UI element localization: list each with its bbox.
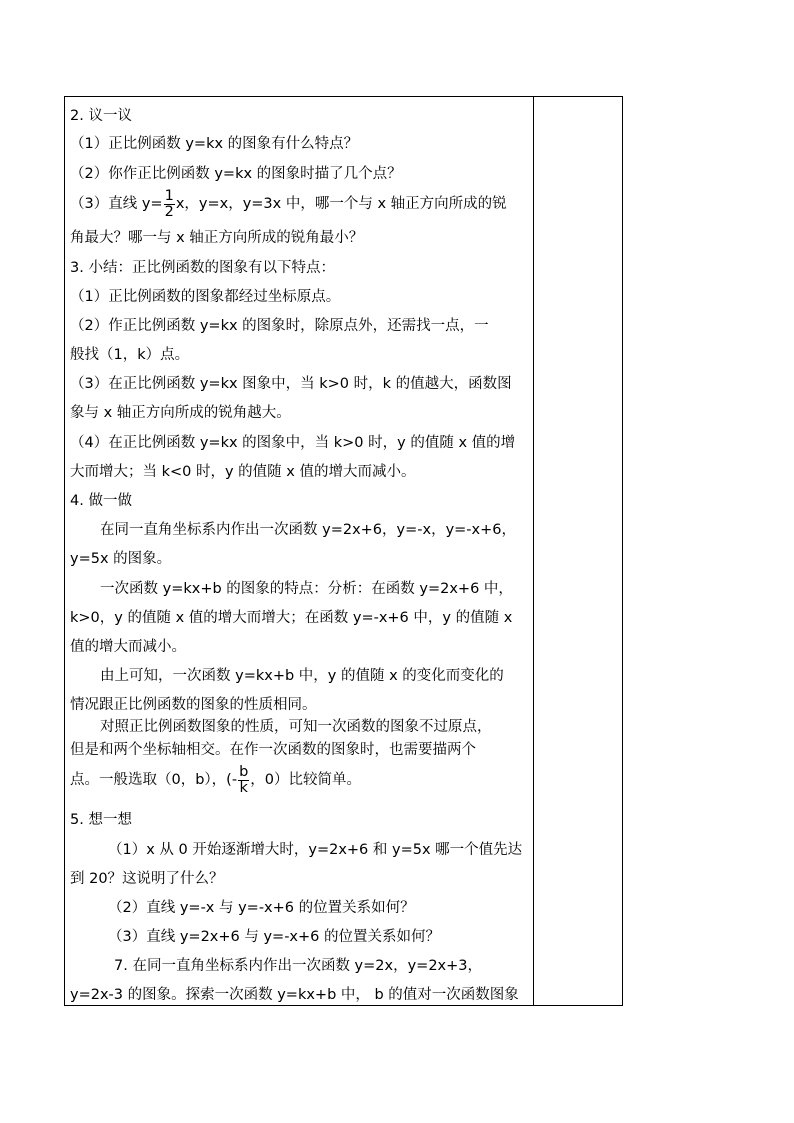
question-3-part-b: x，y=x，y=3x 中，哪一个与 x 轴正方向所成的锐 [175,196,507,212]
question-3-continued: 角最大？哪一与 x 轴正方向所成的锐角最小？ [70,230,364,246]
think-question-2: （2）直线 y=-x 与 y=-x+6 的位置关系如何？ [108,900,415,916]
question-2: （2）你作正比例函数 y=kx 的图象时描了几个点？ [70,166,402,182]
column-divider [533,96,534,1006]
section-3-heading: 3. 小结：正比例函数的图象有以下特点： [70,260,335,276]
conclusion-text-continued: 情况跟正比例函数的图象的性质相同。 [70,697,317,713]
think-question-3: （3）直线 y=2x+6 与 y=-x+6 的位置关系如何？ [108,929,440,945]
activity-text: 在同一直角坐标系内作出一次函数 y=2x+6，y=-x，y=-x+6， [100,522,516,538]
fraction-b-over-k [238,765,249,796]
analysis-text: 一次函数 y=kx+b 的图象的特点：分析：在函数 y=2x+6 中， [100,581,513,597]
section-5-heading: 5. 想一想 [70,812,132,828]
question-3-part-a: （3）直线 y= [70,196,163,212]
comparison-part-a: 点。一般选取（0，b），(- [70,772,238,788]
think-question-1: （1）x 从 0 开始逐渐增大时，y=2x+6 和 y=5x 哪一个值先达 [108,842,523,858]
summary-point-2: （2）作正比例函数 y=kx 的图象时，除原点外，还需找一点，一 [70,318,489,334]
summary-point-3: （3）在正比例函数 y=kx 图象中，当 k>0 时，k 的值越大，函数图 [70,376,512,392]
summary-point-1: （1）正比例函数的图象都经过坐标原点。 [70,289,341,305]
fraction-denominator: 2 [164,203,174,220]
fraction-denominator: k [239,779,248,796]
conclusion-text: 由上可知，一次函数 y=kx+b 中，y 的值随 x 的变化而变化的 [100,668,504,684]
analysis-text-3: 值的增大而减小。 [70,639,186,655]
section-4-heading: 4. 做一做 [70,493,132,509]
think-question-1-continued: 到 20？这说明了什么？ [70,871,224,887]
activity-text-continued: y=5x 的图象。 [70,551,172,567]
task-7: 7. 在同一直角坐标系内作出一次函数 y=2x，y=2x+3， [114,958,482,974]
summary-point-2-continued: 般找（1，k）点。 [70,347,190,363]
comparison-text-2: 但是和两个坐标轴相交。在作一次函数的图象时，也需要描两个 [70,742,476,758]
task-7-continued: y=2x-3 的图象。探索一次函数 y=kx+b 中， b 的值对一次函数图象 [70,987,519,1003]
question-1: （1）正比例函数 y=kx 的图象有什么特点？ [70,136,359,152]
analysis-text-2: k>0，y 的值随 x 值的增大而增大；在函数 y=-x+6 中，y 的值随 x [70,610,513,626]
summary-point-4: （4）在正比例函数 y=kx 的图象中，当 k>0 时，y 的值随 x 值的增 [70,435,516,451]
comparison-part-b: ，0）比较简单。 [250,772,362,788]
summary-point-3-continued: 象与 x 轴正方向所成的锐角越大。 [70,405,291,421]
fraction-one-half [164,189,175,220]
fraction-numerator: b [239,763,249,780]
comparison-text: 对照正比例函数图象的性质，可知一次函数的图象不过原点， [100,719,492,735]
section-2-heading: 2. 议一议 [70,108,132,124]
summary-point-4-continued: 大而增大；当 k<0 时，y 的值随 x 值的增大而减小。 [70,464,416,480]
question-3 [70,186,507,222]
comparison-text-3 [70,762,361,798]
fraction-numerator: 1 [164,187,174,204]
